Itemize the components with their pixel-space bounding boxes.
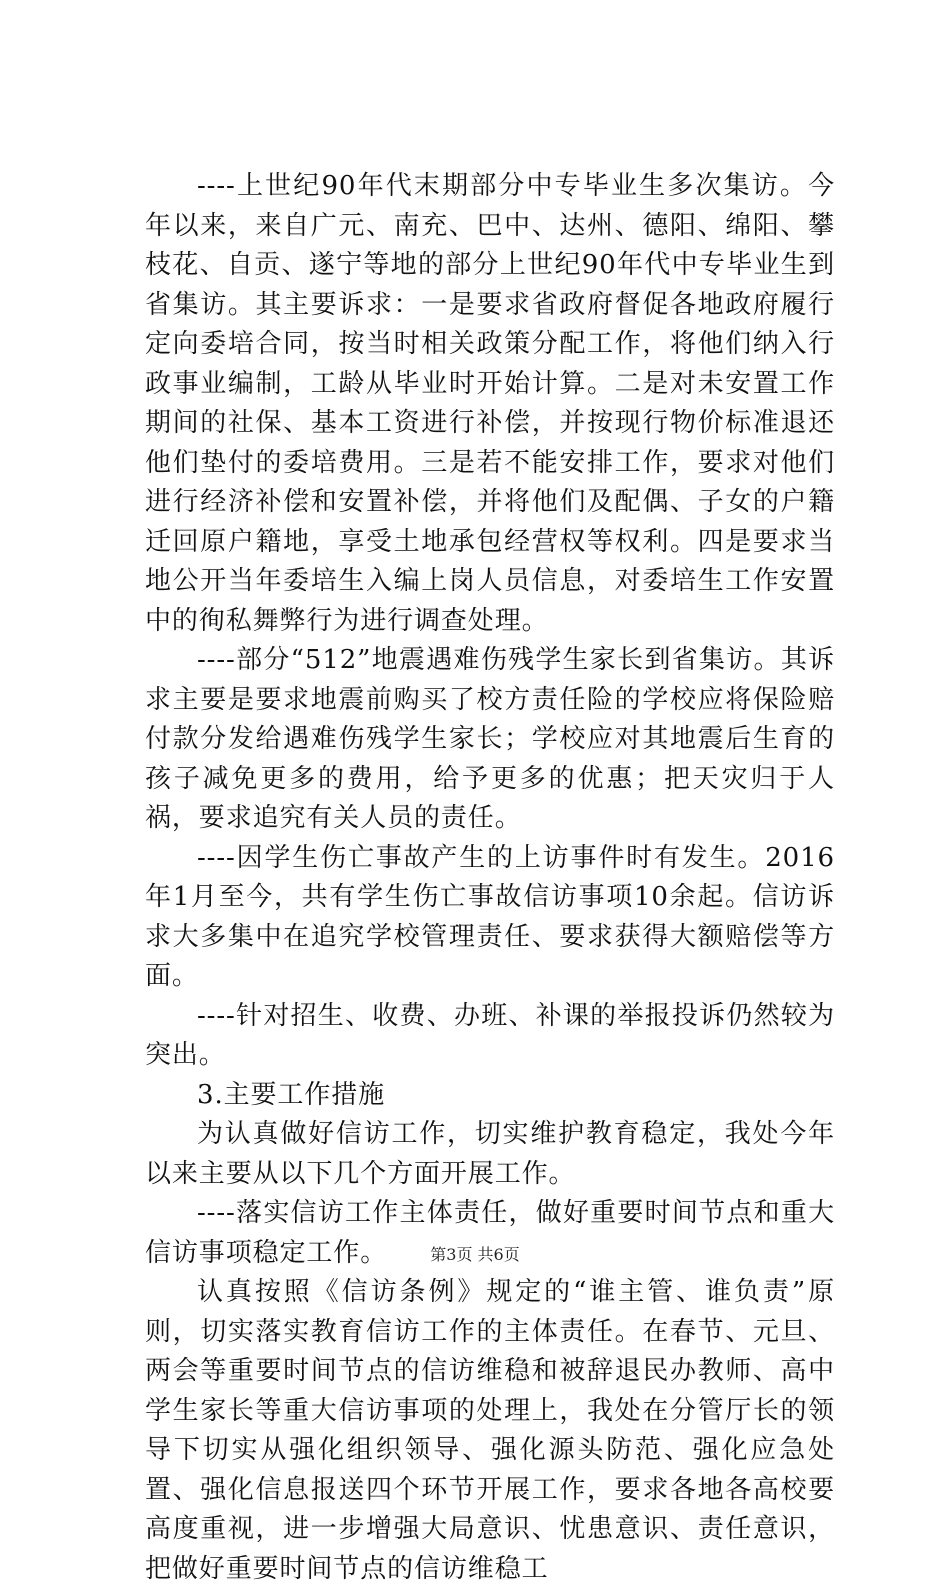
paragraph-graduate-petitions: ----上世纪90年代末期部分中专毕业生多次集访。今年以来，来自广元、南充、巴中、达州、德阳、绵阳、攀枝花、自贡、遂宁等地的部分上世纪90年代中专毕业生到省集访。其主要诉求：一是要求省政府督促各地政府履行定向委培合同，按当时相关政策分配工作，将他们纳入行政事业编制，工龄从毕业时开始计算。二是对未安置工作期间的社保、基本工资进行补偿，并按现行物价标准退还他们垫付的委培费用。三是若不能安排工作，要求对他们进行经济补偿和安置补偿，并将他们及配偶、子女的户籍迁回原户籍地，享受土地承包经营权等权利。四是要求当地公开当年委培生入编上岗人员信息，对委培生工作安置中的徇私舞弊行为进行调查处理。 <box>145 171 835 636</box>
paragraph-earthquake-parents: ----部分“512”地震遇难伤残学生家长到省集访。其诉求主要是要求地震前购买了校方责任险的学校应将保险赔付款分发给遇难伤残学生家长；学校应对其地震后生育的孩子减免更多的费用，给予更多的优惠；把天灾归于人祸，要求追究有关人员的责任。 <box>145 645 835 833</box>
section-heading-measures: 3.主要工作措施 <box>197 1079 386 1110</box>
page-footer: 第3页 共6页 <box>430 1245 520 1264</box>
paragraph-regulations: 认真按照《信访条例》规定的“谁主管、谁负责”原则，切实落实教育信访工作的主体责任。在春节、元旦、两会等重要时间节点的信访维稳和被辞退民办教师、高中学生家长等重大信访事项的处理上，我处在分管厅长的领导下切实从强化组织领导、强化源头防范、强化应急处置、强化信息报送四个环节开展工作，要求各地各高校要高度重视，进一步增强大局意识、忧患意识、责任意识，把做好重要时间节点的信访维稳工 <box>145 1277 835 1584</box>
paragraph-measures-intro: 为认真做好信访工作，切实维护教育稳定，我处今年以来主要从以下几个方面开展工作。 <box>145 1119 835 1189</box>
paragraph-complaints: ----针对招生、收费、办班、补课的举报投诉仍然较为突出。 <box>145 1000 835 1070</box>
paragraph-responsibility: ----落实信访工作主体责任，做好重要时间节点和重大信访事项稳定工作。 <box>145 1198 835 1268</box>
document-body <box>145 167 835 1589</box>
paragraph-student-accidents: ----因学生伤亡事故产生的上访事件时有发生。2016年1月至今，共有学生伤亡事故信访事项10余起。信访诉求大多集中在追究学校管理责任、要求获得大额赔偿等方面。 <box>145 842 835 991</box>
